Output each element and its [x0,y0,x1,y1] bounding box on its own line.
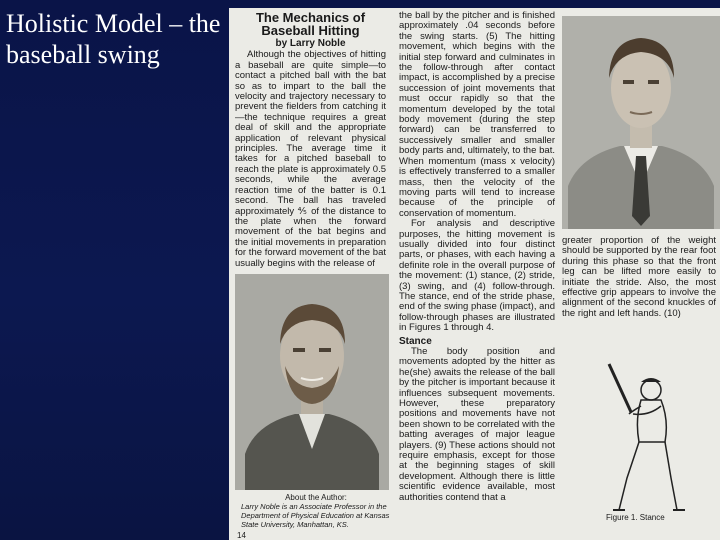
about-author-text: Larry Noble is an Associate Professor in the Department of Physical Education at Kansas State University, Manhattan, KS. [241,502,390,529]
stance-figure [579,360,697,518]
about-author-heading: About the Author: [285,493,347,502]
article-paragraph: Although the objectives of hitting a baseball are quite simple—to contact a pitched ball with the bat so as to impart to the ball the velocity and trajectory necessary to prevent the fielders from catching it—the technique requires a great deal of skill and the appropriate application of relevant physical principles. The average time it takes for a pitched baseball to reach the plate is approximately 0.5 seconds, while the average reaction time of the batter is 0.1 second. The ball has traveled approximately ⅘ of the distance to the plate when the forward movement of the bat begins and the initial movements in preparation for the forward movement of the bat usually begins with the release of [235,49,386,269]
batter-photo [562,16,720,229]
author-caption [241,493,391,529]
batter-portrait-illustration [562,16,720,229]
article-byline: by Larry Noble [275,38,346,49]
article-paragraph: The body position and movements adopted by the hitter as he(she) awaits the release of the ball by the pitcher is important because it influences subsequent movements. However, these preparatory positions and movements have not been shown to be correlated with the batting averages of major league players. (9) These actions should not require emphasis, except for those at the beginning stages of skill development. Although there is little scientific evidence available, most authorities contend that a [399,346,555,503]
article-column-2 [399,11,555,503]
article-title [235,11,386,37]
article-title-line-2: Baseball Hitting [261,23,360,38]
stance-heading: Stance [399,335,432,347]
batter-stance-drawing [579,360,697,518]
slide-title: Holistic Model – the baseball swing [6,9,221,69]
article-column-3 [562,236,716,319]
article-column-1 [235,11,386,269]
page-number: 14 [237,531,246,540]
article-paragraph: the ball by the pitcher and is finished approximately .04 seconds before the swing starts. (5) The hitting movement, which begins with the initial step forward and culminates in the follow-through after contact impact, is accomplished by a precise succession of joint movements that must occur rapidly so that the momentum developed by the total body movement (during the step forward) can be transferred to successively smaller and smaller body parts and, ultimately, to the bat. When momentum (mass x velocity) is effectively transferred to a smaller mass, then the velocity of the moving parts will tend to increase because of the principle of conservation of momentum. [399,10,555,219]
author-portrait-illustration [235,274,389,490]
article-scan [229,8,720,540]
figure-caption: Figure 1. Stance [606,513,665,522]
article-paragraph: greater proportion of the weight should be supported by the rear foot during this phase so that the front leg can be lifted more easily to initiate the stride. Also, the most effective grip appears to involve the alignment of the second knuckles of the right and left hands. (10) [562,235,716,319]
article-title-line-1: The Mechanics of [255,10,366,25]
author-photo [235,274,389,490]
article-paragraph: For analysis and descriptive purposes, the hitting movement is usually divided into four distinct parts, or phases, with each having a definite role in the overall purpose of the movement: (1) stance, (2) stride, (3) swing, and (4) follow-through. The stance, end of the stride phase, end of the swing phase (impact), and follow-through phases are illustrated in Figures 1 through 4. [399,218,555,334]
